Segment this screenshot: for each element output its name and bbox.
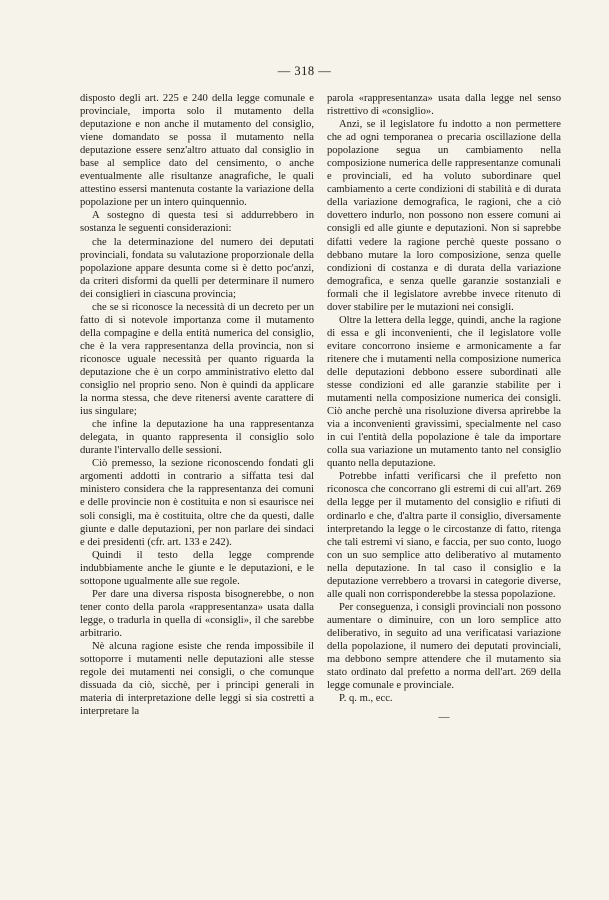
paragraph: Per dare una diversa risposta bisognerebbe, o non tener conto della parola «rappresentanza» usata dalla legge, o tradurla in quella di «consigli», il che sarebbe arbitrario. (80, 588, 314, 639)
paragraph: Potrebbe infatti verificarsi che il prefetto non riconosca che concorrano gli estremi di cui all'art. 269 della legge per il mutamento del consiglio e rifiuti di ordinarlo e che, d'altra parte il consiglio, diversamente interpretando la legge o le circostanze di fatto, ritenga che tali estremi vi siano, e faccia, per suo conto, luogo con un suo semplice atto deliberativo al mutamento nella deputazione. In tal caso il consiglio e la deputazione verrebbero a trovarsi in categorie diverse, alle quali non corrisponderebbe la stessa popolazione. (327, 471, 561, 600)
paragraph: Per conseguenza, i consigli provinciali non possono aumentare o diminuire, con un loro semplice atto deliberativo, in seguito ad una verificatasi variazione della popolazione, il numero dei deputati provinciali, ma debbono sempre attendere che il mutamento sia stato ordinato dal prefetto a norma dell'art. 269 della legge comunale e provinciale. (327, 601, 561, 692)
page-number: — 318 — (277, 64, 332, 78)
paragraph: Ciò premesso, la sezione riconoscendo fondati gli argomenti addotti in contrario a siffatta tesi dal ministero considera che la rappresentanza dei comuni e delle provincie non è costituita e non si esaurisce nei soli consigli, ma è costituita, oltre che da questi, dalle giunte e dalle deputazioni, per non parlare dei sindaci e dei presidenti (cfr. art. 133 e 242). (80, 458, 314, 548)
paragraph: che la determinazione del numero dei deputati provinciali, fondata su valutazione proporzionale della popolazione appare desunta come si è detto poc'anzi, da criteri disformi da quelli per determinare il numero dei consiglieri in ciascuna provincia; (80, 236, 314, 300)
paragraph: Anzi, se il legislatore fu indotto a non permettere che ad ogni temporanea o precaria oscillazione della popolazione segua un cambiamento nella composizione numerica delle rappresentanze comunali e provinciali, ed ha voluto subordinare quel cambiamento a certe condizioni di stabilità e di durata della variazione demografica, le ragioni, che a ciò dovettero indurlo, non possono non essere comuni ai consigli ed alle giunte e deputazioni. Non si saprebbe difatti vedere la ragione perchè queste possano o debbano mutare la loro composizione, senza quelle condizioni di costanza e di durata della variazione demografica, e senza quelle garanzie sostanziali e formali che il legislatore avrebbe invece ritenuto di dover stabilire per le mutazioni nei consigli. (327, 119, 561, 313)
paragraph: Nè alcuna ragione esiste che renda impossibile il sottoporre i mutamenti nelle deputazioni alle stesse regole dei mutamenti nei consigli, o che comunque dissuada da ciò, sicchè, per i principi generali in materia di interpretazione delle leggi si sia costretti a interpretare la (80, 640, 314, 718)
left-column (80, 92, 314, 718)
end-mark: — (438, 711, 450, 724)
paragraph: che infine la deputazione ha una rappresentanza delegata, in quanto rappresenta il consiglio solo durante l'intervallo delle sessioni. (80, 419, 314, 457)
paragraph: parola «rappresentanza» usata dalla legge nel senso ristrettivo di «consiglio». (327, 93, 561, 118)
paragraph: Oltre la lettera della legge, quindi, anche la ragione di essa e gli inconvenienti, che il legislatore volle evitare concorrono insieme e armonicamente a far ritenere che i mutamenti nella composizione numerica delle deputazioni debbono essere subordinati alle stesse condizioni ed alle garanzie stabilite per i mutamenti nella composizione numerica dei consigli. Ciò anche perchè una risoluzione diversa aprirebbe la via a inconvenienti gravissimi, specialmente nel caso in cui l'entità della popolazione è tale da importare colla sua variazione un mutamento tanto nel consiglio quanto nella deputazione. (327, 314, 561, 470)
paragraph: P. q. m., ecc. (339, 693, 393, 705)
paragraph: disposto degli art. 225 e 240 della legge comunale e provinciale, importa solo il mutamento della deputazione e non anche il mutamento del consiglio, viene domandato se possa il mutamento nella deputazione essere senz'altro attuato dal consiglio in base al semplice dato del censimento, o anche eventualmente alle risultanze anagrafiche, le quali attestino essersi mantenuta costante la variazione della popolazione per un intero quinquennio. (80, 93, 314, 209)
paragraph: Quindi il testo della legge comprende indubbiamente anche le giunte e le deputazioni, e le sottopone ugualmente alle sue regole. (80, 549, 314, 587)
paragraph: che se si riconosce la necessità di un decreto per un fatto di sì notevole importanza come il mutamento della compagine e della entità numerica del consiglio, che è la vera rappresentanza della provincia, non si riconosce uguale necessità per quanto riguarda la deputazione che è un corpo amministrativo eletto dal consiglio nel proprio seno. Non è quindi da applicare la norma stessa, che deve ritenersi avente carattere di ius singulare; (80, 301, 314, 418)
right-column (327, 92, 561, 724)
paragraph: A sostegno di questa tesi si addurrebbero in sostanza le seguenti considerazioni: (80, 210, 314, 235)
